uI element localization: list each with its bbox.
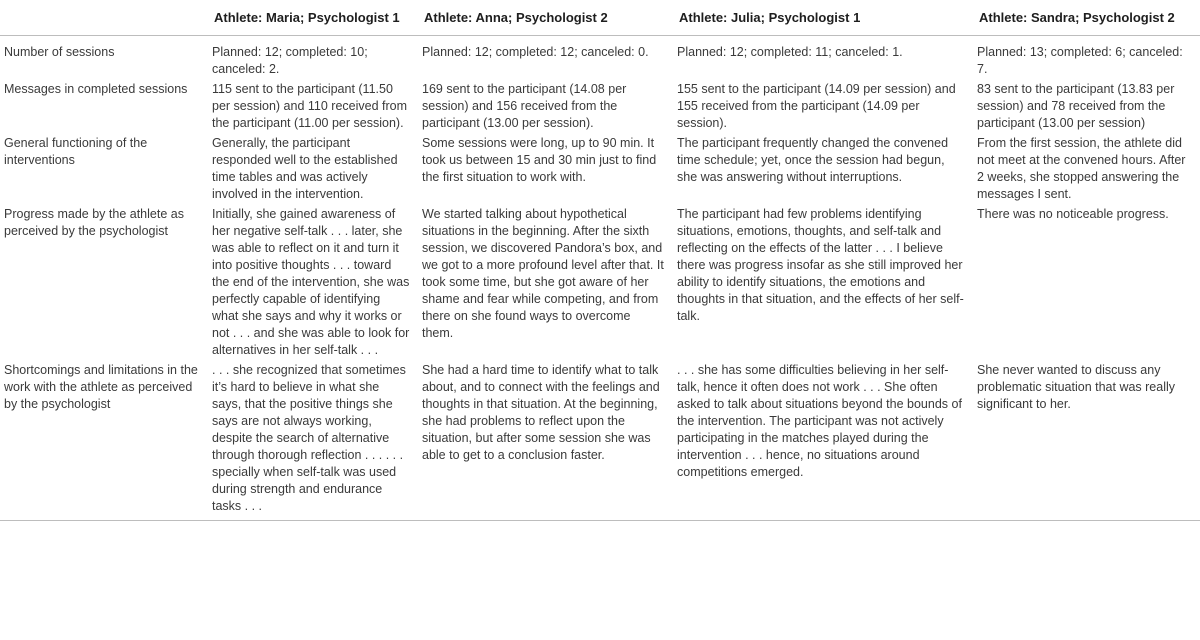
cell-sandra: 83 sent to the participant (13.83 per session) and 78 received from the participant (13.00 per session): [977, 82, 1175, 130]
row-progress: [0, 204, 1200, 360]
header-empty: [0, 0, 208, 36]
cell-julia: The participant frequently changed the convened time schedule; yet, once the session had begun, she was answering without interruptions.: [677, 136, 949, 184]
cell-sandra: There was no noticeable progress.: [977, 207, 1169, 221]
row-label: Messages in completed sessions: [4, 82, 188, 96]
cell-maria: . . . she recognized that sometimes it’s hard to believe in what she says, that the positive things she says are not always working, despite the search of alternative through thorough reflection . . . . . . specially when self-talk was used during strength and endurance tasks . . .: [208, 360, 418, 521]
header-sandra: Athlete: Sandra; Psychologist 2: [973, 0, 1200, 36]
header-anna: Athlete: Anna; Psychologist 2: [418, 0, 673, 36]
row-general-functioning: [0, 133, 1200, 204]
cell-julia: The participant had few problems identifying situations, emotions, thoughts, and self-talk and reflecting on the effects of the latter . . . I believe there was progress insofar as she still improved her ability to identify situations, the emotions and thoughts in that situation, and the effects of her self-talk.: [677, 207, 964, 323]
cell-sandra: She never wanted to discuss any problematic situation that was really significant to her.: [973, 360, 1200, 521]
row-number-of-sessions: [0, 36, 1200, 80]
row-label: General functioning of the interventions: [4, 136, 148, 167]
header-julia: Athlete: Julia; Psychologist 1: [673, 0, 973, 36]
row-shortcomings: [0, 360, 1200, 521]
cell-sandra: Planned: 13; completed: 6; canceled: 7.: [977, 45, 1183, 76]
cell-maria: Initially, she gained awareness of her negative self-talk . . . later, she was able to reflect on it and turn it into positive thoughts . . . toward the end of the intervention, she was perfectly capable of identifying what she says and why it works or not . . . and she was able to look for alternatives in her self-talk . . .: [212, 207, 410, 357]
header-maria: Athlete: Maria; Psychologist 1: [208, 0, 418, 36]
cell-julia: 155 sent to the participant (14.09 per session) and 155 received from the participant (14.09 per session).: [677, 82, 956, 130]
cell-julia: . . . she has some difficulties believing in her self-talk, hence it often does not work . . . She often asked to talk about situations beyond the bounds of the intervention. The participant was not actively participating in the matches played during the intervention . . . hence, no situations around competitions emerged.: [673, 360, 973, 521]
cell-anna: We started talking about hypothetical situations in the beginning. After the sixth session, we discovered Pandora’s box, and we got to a more profound level after that. It took some time, but she got aware of her shame and fear while competing, and from there on she found ways to overcome them.: [422, 207, 664, 340]
cell-sandra: From the first session, the athlete did not meet at the convened hours. After 2 weeks, she stopped answering the messages I sent.: [977, 136, 1186, 201]
header-row: [0, 0, 1200, 36]
row-label: Shortcomings and limitations in the work with the athlete as perceived by the psychologist: [0, 360, 208, 521]
row-label: Number of sessions: [4, 45, 115, 59]
cell-anna: Some sessions were long, up to 90 min. It took us between 15 and 30 min just to find the first situation to work with.: [422, 136, 657, 184]
cell-maria: Generally, the participant responded well to the established time tables and was actively involved in the intervention.: [212, 136, 398, 201]
cell-maria: 115 sent to the participant (11.50 per session) and 110 received from the participant (11.00 per session).: [212, 82, 408, 130]
cell-julia: Planned: 12; completed: 11; canceled: 1.: [677, 45, 903, 59]
cell-maria: Planned: 12; completed: 10; canceled: 2.: [212, 45, 368, 76]
cell-anna: Planned: 12; completed: 12; canceled: 0.: [422, 45, 649, 59]
row-label: Progress made by the athlete as perceived by the psychologist: [4, 207, 184, 238]
row-messages: [0, 79, 1200, 133]
cell-anna: She had a hard time to identify what to talk about, and to connect with the feelings and thoughts in that situation. At the beginning, she had problems to reflect upon the situation, but after some session she was able to get to a conclusion faster.: [418, 360, 673, 521]
cell-anna: 169 sent to the participant (14.08 per session) and 156 received from the participant (13.00 per session).: [422, 82, 627, 130]
